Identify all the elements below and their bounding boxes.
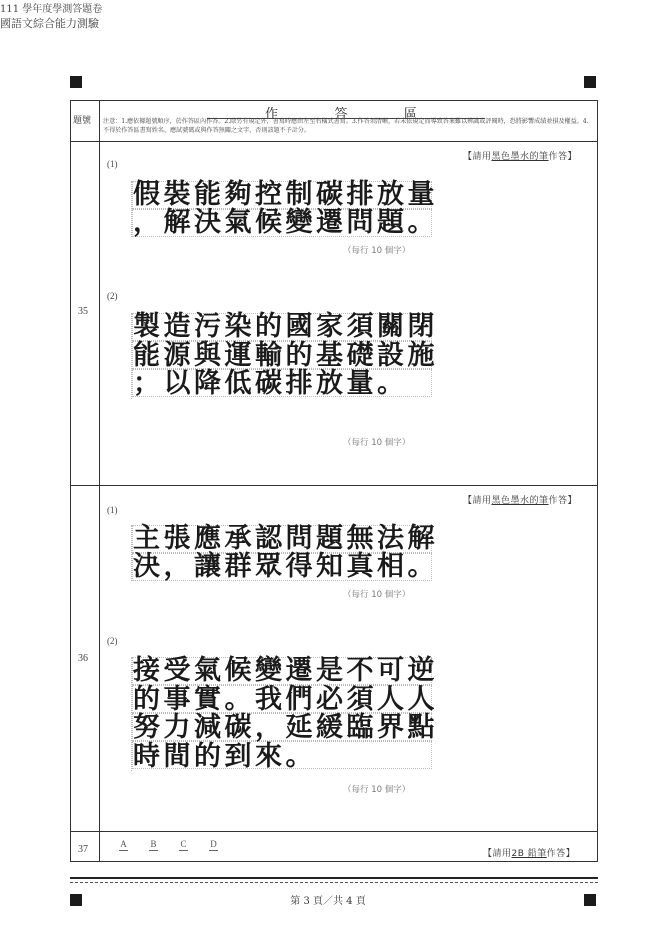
- q36-part1-line2: 決，讓群眾得知真相。: [133, 551, 438, 582]
- q35-instruction: 【請用黑色墨水的筆作答】: [463, 152, 578, 162]
- choice-bubble-a[interactable]: A: [120, 839, 127, 849]
- registration-mark-top-left: [70, 76, 82, 88]
- q35-part1-label: (1): [107, 159, 118, 169]
- exam-title-left: 111 學年度學測答題卷: [0, 4, 103, 15]
- q35-part1-line2: ，解決氣候變遷問題。: [133, 207, 438, 238]
- q35-part2-note: （每行 10 個字）: [343, 438, 411, 448]
- title-char: 區: [403, 107, 417, 122]
- title-char: 作: [265, 107, 279, 122]
- q36-q37-divider: [71, 831, 597, 832]
- q35-part2-line1: 製造污染的國家須關閉: [133, 311, 438, 342]
- qno-header: 題號: [73, 116, 92, 126]
- question-number-36: 36: [78, 653, 88, 664]
- q36-part1-line1: 主張應承認問題無法解: [133, 523, 438, 554]
- choice-bubble-d[interactable]: D: [210, 839, 217, 849]
- q35-part2-line3: ；以降低碳排放量。: [133, 368, 408, 399]
- choice-bubble-c[interactable]: C: [180, 839, 187, 849]
- q36-part2-line2: 的事實。我們必須人人: [133, 684, 438, 715]
- q36-part2-line4: 時間的到來。: [133, 741, 316, 772]
- q36-part2-line3: 努力減碳，延緩臨界點: [133, 712, 438, 743]
- q35-part1-note: （每行 10 個字）: [343, 246, 411, 256]
- question-number-35: 35: [78, 306, 88, 317]
- q35-part1-line1: 假裝能夠控制碳排放量: [133, 179, 438, 210]
- q36-part2-label: (2): [107, 636, 118, 646]
- q36-part2-note: （每行 10 個字）: [343, 785, 411, 795]
- exam-subject-right: 國語文綜合能力測驗: [0, 17, 99, 30]
- notice-text: 注意：1.應依據題號順序，於作答區內作答。2.除另有規定外，書寫時應由左至右橫式書寫。3.作答須清晰，若未依規定而導致答案難以辨識或評閱時，恐將影響成績並損及權益。4.不得於作答區書寫姓名、應試號碼或與作答無關之文字，否則該題不予計分。: [103, 118, 589, 134]
- qno-column-divider: [99, 101, 100, 861]
- q36-part1-note: （每行 10 個字）: [343, 590, 411, 600]
- q36-instruction: 【請用黑色墨水的筆作答】: [463, 496, 578, 506]
- answer-sheet: [70, 100, 598, 862]
- question-number-37: 37: [78, 844, 88, 855]
- header-divider: [71, 141, 597, 142]
- q35-part2-line2: 能源與運輸的基礎設施: [133, 340, 438, 371]
- registration-mark-top-right: [584, 76, 596, 88]
- q35-part2-label: (2): [107, 291, 118, 301]
- title-char: 答: [334, 107, 348, 122]
- choice-bubble-b[interactable]: B: [150, 839, 157, 849]
- q36-part1-label: (1): [107, 505, 118, 515]
- q35-q36-divider: [71, 485, 597, 486]
- bottom-dashed-rule: [70, 882, 598, 883]
- page-number: 第 3 頁／共 4 頁: [290, 896, 366, 907]
- q37-instruction: 【請用2B 鉛筆作答】: [483, 849, 576, 859]
- q36-part2-line1: 接受氣候變遷是不可逆: [133, 655, 438, 686]
